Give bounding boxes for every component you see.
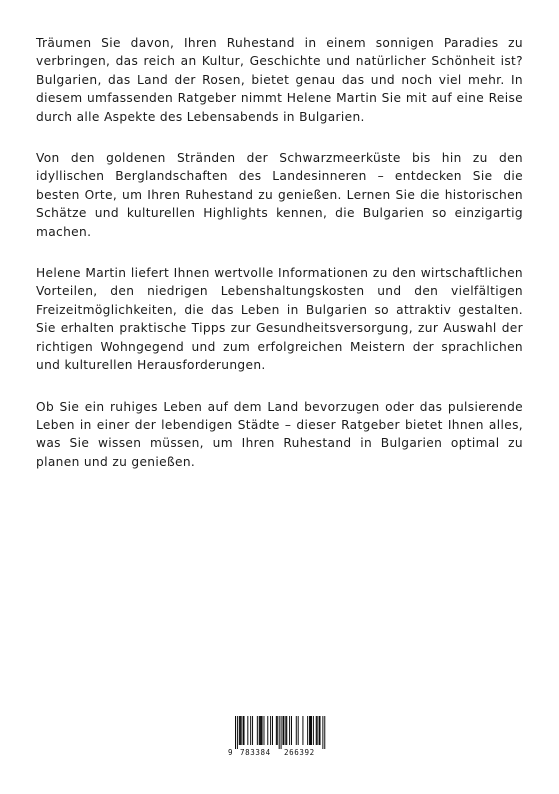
isbn-barcode — [226, 716, 332, 758]
barcode-bar — [262, 716, 263, 745]
barcode-bar — [261, 716, 262, 745]
barcode-first-digit: 9 — [228, 748, 233, 757]
blurb-paragraph-2: Von den goldenen Stränden der Schwarzmeerküste bis hin zu den idyllischen Berglandschaften des Landesinneren – entdecken Sie die besten Orte, um Ihren Ruhestand zu genießen. Lernen Sie die historischen Schätze und kulturellen Highlights kennen, die Bulgarien so einzigartig machen. — [36, 151, 523, 239]
blurb-text-block — [36, 34, 523, 494]
barcode-bar — [239, 716, 240, 745]
barcode-bar — [313, 716, 314, 745]
barcode-bar — [257, 716, 258, 745]
barcode-right-group: 266392 — [284, 748, 315, 757]
barcode-digits — [226, 748, 332, 758]
barcode-bar — [267, 716, 268, 745]
barcode-bar — [260, 716, 261, 745]
barcode-bar — [307, 716, 308, 745]
barcode-bar — [309, 716, 310, 745]
barcode-bar — [291, 716, 292, 745]
barcode-left-group: 783384 — [240, 748, 271, 757]
barcode-bar — [320, 716, 321, 745]
barcode-bar — [240, 716, 241, 745]
barcode-bar — [283, 716, 284, 745]
barcode-bar — [310, 716, 311, 745]
barcode-bar — [237, 716, 238, 749]
barcode-bar — [259, 716, 260, 745]
barcode-bar — [296, 716, 297, 745]
blurb-paragraph-3: Helene Martin liefert Ihnen wertvolle Informationen zu den wirtschaftlichen Vorteilen, den niedrigen Lebenshaltungskosten und den vielfältigen Freizeitmöglichkeiten, die das Leben in Bulgarien so attraktiv gestalten. Sie erhalten praktische Tipps zur Gesundheitsversorgung, zur Auswahl der richtigen Wohngegend und zum erfolgreichen Meistern der sprachlichen und kulturellen Herausforderungen. — [36, 266, 523, 373]
barcode-bar — [247, 716, 248, 745]
barcode-bar — [311, 716, 312, 745]
barcode-bar — [298, 716, 299, 745]
barcode-bar — [302, 716, 303, 745]
barcode-bar — [252, 716, 253, 745]
barcode-bar — [285, 716, 286, 745]
barcode-bar — [283, 716, 284, 745]
barcode-bar — [243, 716, 244, 745]
barcode-bar — [289, 716, 290, 745]
blurb-paragraph-4: Ob Sie ein ruhiges Leben auf dem Land bevorzugen oder das pulsierende Leben in einer der lebendigen Städte – dieser Ratgeber bietet Ihnen alles, was Sie wissen müssen, um Ihren Ruhestand in Bulgarien optimal zu planen und zu genießen. — [36, 399, 523, 469]
barcode-bar — [270, 716, 271, 745]
blurb-paragraph-1: Träumen Sie davon, Ihren Ruhestand in einem sonnigen Paradies zu verbringen, das reich an Kultur, Geschichte und natürlicher Schönheit ist? Bulgarien, das Land der Rosen, bietet genau das und noch viel mehr. In diesem umfassenden Ratgeber nimmt Helene Martin Sie mit auf eine Reise durch alle Aspekte des Lebensabends in Bulgarien. — [36, 36, 523, 124]
barcode-bar — [317, 716, 318, 745]
barcode-bar — [244, 716, 245, 745]
barcode-bar — [281, 716, 282, 749]
barcode-bar — [324, 716, 325, 749]
ean13-barcode-icon — [226, 716, 332, 749]
barcode-bar — [276, 716, 277, 745]
barcode-bar — [316, 716, 317, 745]
barcode-bar — [264, 716, 265, 745]
barcode-bar — [272, 716, 273, 745]
barcode-bar — [322, 716, 323, 749]
barcode-bar — [235, 716, 236, 749]
barcode-bar — [277, 716, 278, 745]
barcode-bar — [250, 716, 251, 745]
barcode-bar — [241, 716, 242, 745]
barcode-bar — [286, 716, 287, 745]
barcode-bar — [319, 716, 320, 745]
barcode-bar — [279, 716, 280, 749]
